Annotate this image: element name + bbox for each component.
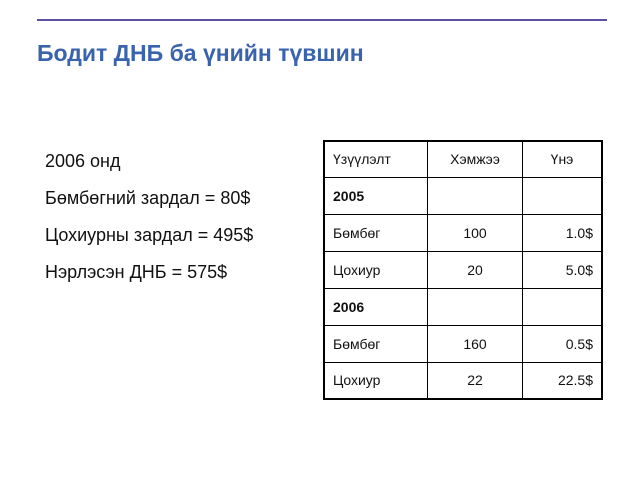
table-row xyxy=(324,325,602,362)
table-row-year-2006 xyxy=(324,288,602,325)
row-label: Бөмбөг xyxy=(324,214,428,251)
table-row xyxy=(324,362,602,399)
row-label: Бөмбөг xyxy=(324,325,428,362)
table-row xyxy=(324,214,602,251)
row-price xyxy=(523,288,603,325)
row-price: 5.0$ xyxy=(523,251,603,288)
table-row xyxy=(324,251,602,288)
header-price: Үнэ xyxy=(523,141,603,177)
row-label: Цохиур xyxy=(324,251,428,288)
row-quantity: 20 xyxy=(428,251,523,288)
fact-bat-cost: Цохиурны зардал = 495$ xyxy=(45,225,254,245)
slide-title: Бодит ДНБ ба үнийн түвшин xyxy=(37,40,364,66)
price-quantity-table xyxy=(323,140,603,400)
row-quantity xyxy=(428,177,523,214)
row-price xyxy=(523,177,603,214)
fact-year: 2006 онд xyxy=(45,151,121,171)
fact-nominal-gdp: Нэрлэсэн ДНБ = 575$ xyxy=(45,262,228,282)
row-label: 2005 xyxy=(324,177,428,214)
row-price: 22.5$ xyxy=(523,362,603,399)
table-row-year-2005 xyxy=(324,177,602,214)
top-divider xyxy=(37,19,607,21)
row-price: 1.0$ xyxy=(523,214,603,251)
row-quantity xyxy=(428,288,523,325)
header-quantity: Хэмжээ xyxy=(428,141,523,177)
table-header-row xyxy=(324,141,602,177)
row-label: 2006 xyxy=(324,288,428,325)
row-label: Цохиур xyxy=(324,362,428,399)
row-price: 0.5$ xyxy=(523,325,603,362)
header-indicator: Үзүүлэлт xyxy=(324,141,428,177)
row-quantity: 22 xyxy=(428,362,523,399)
facts-list xyxy=(45,150,253,298)
row-quantity: 160 xyxy=(428,325,523,362)
row-quantity: 100 xyxy=(428,214,523,251)
fact-ball-cost: Бөмбөгний зардал = 80$ xyxy=(45,188,251,208)
